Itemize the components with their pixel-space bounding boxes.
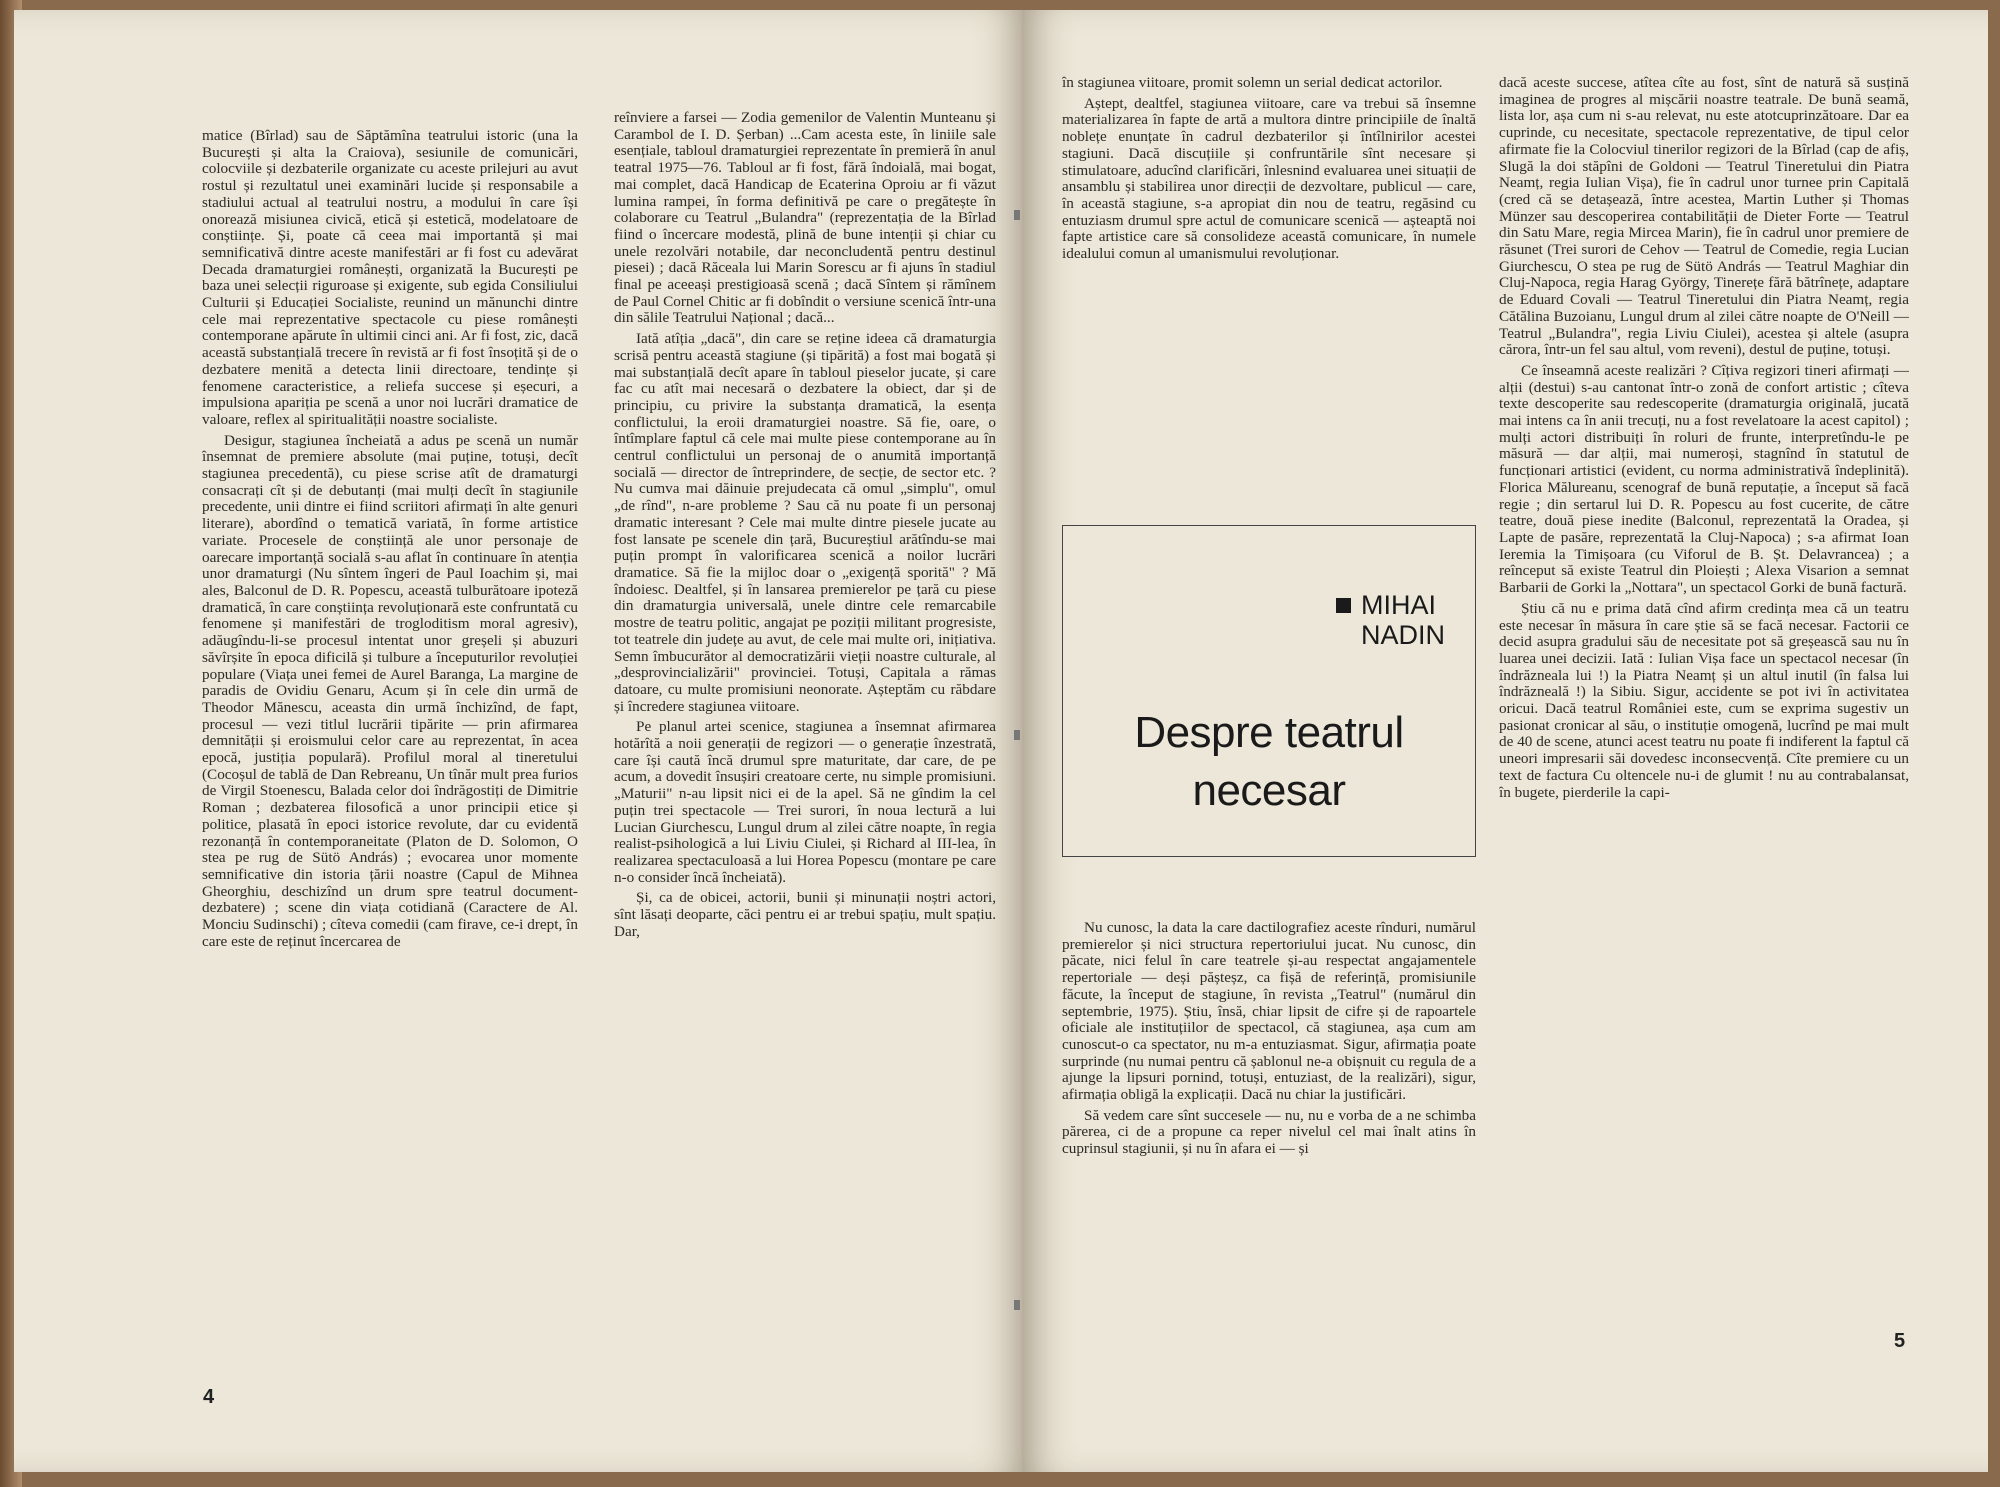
paragraph: în stagiunea viitoare, promit solemn un serial dedicat actorilor.: [1062, 75, 1443, 91]
fold-mark: [1014, 1300, 1020, 1310]
right-page: [1022, 10, 1988, 1472]
paragraph: matice (Bîrlad) sau de Săptămîna teatrului istoric (una la București și alta la Craiova), sesiunile de comunicări, colocviile și dezbaterile organizate cu aceste prilejuri au avut rostul și rezultatul unei examinări lucide și responsabile a stadiului actual al teatrului nostru, a modului în care își onorează misiunea civică, etică și estetică, modelatoare de conștiințe. Și, poate că ceea mai importantă și mai semnificativă dintre aceste manifestări ar fi fost cu adevărat Decada dramaturgiei românești, organizată la București pe baza unei selecții riguroase și exigente, sub egida Consiliului Culturii și Educației Socialiste, reunind un mănunchi dintre cele mai reprezentative spectacole cu piese românești contemporane apărute în ultimii cinci ani. Ar fi fost, zic, dacă această substanțială trecere în revistă ar fi fost însoțită și de o dezbatere menită a detecta linii directoare, tendințe și fenomene caracteristice, a reliefa succese și eșecuri, a impulsiona apariția pe scenă a unor noi lucrări dramatice de valoare, reflex al spiritualității noastre socialiste.: [202, 128, 578, 428]
author-name: [1336, 590, 1445, 650]
bullet-square-icon: [1336, 598, 1351, 613]
paragraph: Și, ca de obicei, actorii, bunii și minunații noștri actori, sînt lăsați deoparte, căci pentru ei ar trebui spațiu, mult spațiu. Dar,: [614, 889, 996, 940]
page-number-right: 5: [1894, 1330, 1906, 1352]
right-page-column-1-top: [1062, 75, 1476, 405]
fold-mark: [1014, 210, 1020, 220]
right-page-column-1-bottom: [1062, 920, 1476, 1440]
article-title-line-1: Despre teatrul: [1134, 708, 1404, 757]
paragraph: Nu cunosc, la data la care dactilografiez aceste rînduri, numărul premierelor și nici structura repertoriului jucat. Nu cunosc, din păcate, nici felul în care teatrele și-au respectat angajamentele repertoriale — deși pășteșz, ca fișă de referință, promisiunile făcute, la început de stagiune, în revista „Teatrul" (numărul din septembrie, 1975). Știu, însă, chiar lipsit de cifre și de rapoartele oficiale ale instituțiilor de spectacol, că stagiunea, așa cum am cunoscut-o ca spectator, nu m-a entuziasmat. Sigur, afirmația poate surprinde (nu numai pentru că șablonul ne-a obișnuit cu regula de a ajunge la lipsuri pornind, totuși, entuziast, de la realizări), sigur, afirmația obligă la explicații. Dacă nu chiar la justificări.: [1062, 920, 1476, 1104]
left-page-column-2: [614, 110, 996, 1380]
paragraph: Iată atîția „dacă", din care se reține ideea că dramaturgia scrisă pentru această stagiune (și tipărită) a fost mai bogată și mai substanțială decît apare în tabloul pieselor jucate, și care fac cu atît mai necesară o dezbatere la obiect, dar și de principiu, cu privire la substanța dramatică, la esența conflictului, la eroii dramaturgiei noastre. Să fie, oare, o întîmplare faptul că cele mai multe piese contemporane au în centrul conflictului un personaj de o anumită importanță socială — director de întreprindere, de secție, de sector etc. ? Nu cumva mai dăinuie prejudecata că omul „simplu", omul „de rînd", n-are probleme ? Sau că nu poate fi un personaj dramatic interesant ? Cele mai multe dintre piesele jucate au fost lansate pe scenele din țară, Bucureștiul arătîndu-se mai puțin prompt în valorificarea scenică a noilor lucrări dramatice. Să fie la mijloc doar o „exigență sporită" ? Mă îndoiesc. Dealtfel, și în lansarea premierelor pe țară cu piese din dramaturgia universală, unele dintre cele remarcabile mostre de teatru politic, angajat pe poziții militant progresiste, tot teatrele din județe au avut, de cele mai multe ori, inițiativa. Semn îmbucurător al democratizării vieții noastre culturale, al „desprovincializării" provinciei. Totuși, Capitala a rămas datoare, cu multe promisiuni neonorate. Așteptăm cu răbdare și încredere stagiunea viitoare.: [614, 330, 996, 715]
right-page-column-2: [1499, 75, 1909, 1305]
article-title-line-2: necesar: [1192, 766, 1346, 815]
author-first-name: MIHAI: [1360, 590, 1436, 620]
paragraph: Pe planul artei scenice, stagiunea a însemnat afirmarea hotărîtă a noii generații de regizori — o generație înzestrată, care își caută încă drumul spre maturitate, dar care, de pe acum, a dovedit însușiri creatoare certe, nu simple promisiuni. „Maturii" n-au lipsit nici ei de la apel. Să ne gîndim la cel puțin trei spectacole — Trei surori, în noua lectură a lui Lucian Giurchescu, Lungul drum al zilei către noapte, în regia realist-psihologică a lui Liviu Ciulei, și Richard al III-lea, în realizarea spectaculoasă a lui Horea Popescu (montare pe care n-o consider încă încheiată).: [614, 718, 996, 886]
paragraph: Știu că nu e prima dată cînd afirm credința mea că un teatru este necesar în măsura în care știe să se facă necesar. Factorii ce decid asupra gradului său de necesitate pot să greșească sau nu în luarea unei decizii. Iată : Iulian Vișa face un spectacol necesar (în îndrăzneala lui !) la Piatra Neamț și un altul inutil (în falsa lui îndrăzneală !) la Sibiu. Sigur, accidente se pot ivi în activitatea oricui. Dacă teatrul României este, cum se exprima sugestiv un pasionat cronicar al său, o instituție omogenă, lucrînd pe mai mult de 40 de scene, atunci acest teatru nu poate fi indiferent la faptul că uneori impresarii săi dovedesc inconsecvență. Cîte premiere cu un text de factura Cu oltencele nu-i de glumit ! nu au contrabalansat, în bugete, pierderile la capi-: [1499, 599, 1909, 801]
paragraph: Ce înseamnă aceste realizări ? Cîțiva regizori tineri afirmați — alții (destui) s-au cantonat într-o zonă de confort artistic ; cîteva texte descoperite sau redescoperite (dramaturgia originală, jucată mai intens ca în anii trecuți, nu a fost revelatoare la acest capitol) ; mulți actori distribuiți în roluri de frunte, interpretîndu-le pe măsură — dar alții, mai numeroși, stagnînd în statutul de funcționari artistici (evident, cu norma administrativă îndeplinită). Florica Mălureanu, scenograf de bună reputație, a început să facă regie ; din sertarul lui D. R. Popescu au fost cucerite, de către teatre, două piese inedite (Balconul, reprezentată la Oradea, și Lapte de pasăre, reprezentată la Cluj-Napoca) ; s-a afirmat Ioan Ieremia la Timișoara (cu Viforul de B. Șt. Delavrancea) ; a reînceput să existe Teatrul din Ploiești ; Alexa Visarion a semnat Barbarii de Gorki la „Nottara", un spectacol Gorki de bună factură.: [1499, 361, 1909, 597]
left-page: [14, 10, 1026, 1472]
paragraph: Să vedem care sînt succesele — nu, nu e vorba de a ne schimba părerea, ci de a propune ca reper nivelul cel mai înalt atins în cuprinsul stagiunii, și nu în afara ei — și: [1062, 1106, 1476, 1158]
paragraph: Desigur, stagiunea încheiată a adus pe scenă un număr însemnat de premiere absolute (mai puține, totuși, decît stagiunea precedentă), cu piese scrise atît de dramaturgi consacrați cît și de debutanți (mai mulți decît în stagiunile precedente, unii dintre ei fiind scriitori afirmați în alte genuri literare), abordînd o tematică variată, în forme artistice variate. Procesele de conștiință ale unor personaje de oarecare importanță socială s-au aflat în continuare în atenția unor dramaturgi (Nu sîntem îngeri de Paul Ioachim și, mai ales, Balconul de D. R. Popescu, această tulburătoare ipoteză dramatică, în care conștiința revoluționară este confruntată cu fenomene și manifestări de trogloditism moral agresiv), adăugîndu-li-se procesul intentat unor greșeli și abuzuri săvîrșite în epoca dificilă și tulbure a începuturilor revoluției populare (Viața unei femei de Aurel Baranga, La margine de paradis de Ovidiu Genaru, Acum și în cele din urmă de Theodor Mănescu, aceasta din urmă închizînd, de fapt, procesul — vezi titlul lucrării tipărite — prin afirmarea demnității și eroismului celor care au reprezentat, în acea epocă, justiția populară). Profilul moral al tineretului (Cocoșul de tablă de Dan Rebreanu, Un tînăr mult prea furios de Virgil Stoenescu, Balada celor doi îndrăgostiți de Dimitrie Roman ; dezbaterea filosofică a unor principii etice și politice, plasată în epoci istorice revolute, dar cu evidentă rezonanță în contemporaneitate (Platon de D. Solomon, O stea pe rug de Sütö András) ; evocarea unor momente semnificative din istoria țării noastre (Capul de Mihnea Gheorghiu, deschizînd un drum spre teatrul document-dezbatere) ; scene din viața cotidiană (Caractere de Al. Monciu Sudinschi) ; cîteva comedii (cam firave, ce-i drept, în care este de reținut încercarea de: [202, 431, 578, 950]
author-last-name: NADIN: [1360, 620, 1445, 650]
left-page-column-1: [202, 128, 578, 1380]
paragraph: dacă aceste succese, atîtea cîte au fost, sînt de natură să susțină imaginea de progres al mișcării noastre teatrale. De bună seamă, lista lor, așa cum ni s-au relevat, nu este atotcuprinzătoare. Dar ea cuprinde, cu necesitate, spectacole reprezentative, de tipul celor afirmate fie la Colocviul tinerilor regizori de la Bîrlad (cap de afiș, Slugă la doi stăpîni de Goldoni — Teatrul Tineretului din Piatra Neamț, regia Iulian Vișa), fie în cadrul unor turnee prin Capitală (cred că se detașează, între acestea, Martin Luther și Thomas Münzer sau descoperirea contabilității de Dieter Forte — Teatrul din Satu Mare, regia Mircea Marin), fie în cadrul unor premiere de răsunet (Trei surori de Cehov — Teatrul de Comedie, regia Lucian Giurchescu, O stea pe rug de Sütö András — Teatrul Maghiar din Cluj-Napoca, regia Harag György, Tinerețe fără bătrînețe, adaptare de Eduard Covali — Teatrul Tineretului din Piatra Neamț, regia Cătălina Buzoianu, Lungul drum al zilei către noapte de O'Neill — Teatrul „Bulandra", regia Liviu Ciulei), acestea și altele (asupra cărora, într-un fel sau altul, vom reveni), destul de puține, totuși.: [1499, 75, 1909, 359]
article-title-box: [1062, 525, 1476, 857]
fold-mark: [1014, 730, 1020, 740]
article-title: [1063, 704, 1475, 820]
paragraph: reînviere a farsei — Zodia gemenilor de Valentin Munteanu și Carambol de I. D. Șerban) ...Cam acesta este, în liniile sale esențiale, tabloul dramaturgiei reprezentate în premieră în anul teatral 1975—76. Tabloul ar fi fost, fără îndoială, mai bogat, mai complet, dacă Handicap de Ecaterina Oproiu ar fi văzut lumina rampei, în forma definitivă pe care o pregătește în colaborare cu Teatrul „Bulandra" (reprezentația de la Bîrlad fiind o încercare modestă, plină de bune intenții și chiar cu unele rezolvări notabile, dar neconcludentă pentru destinul piesei) ; dacă Răceala lui Marin Sorescu ar fi ajuns în stadiul final pe aceeași prestigioasă scenă ; dacă Sîntem și rămînem de Paul Cornel Chitic ar fi dobîndit o versiune scenică într-una din sălile Teatrului Național ; dacă...: [614, 110, 996, 327]
page-number-left: 4: [203, 1386, 215, 1408]
paragraph: Aștept, dealtfel, stagiunea viitoare, care va trebui să însemne materializarea în fapte de artă a multora dintre principiile de înaltă noblețe enunțate în cadrul dezbaterilor și întîlnirilor acestei stagiuni. Dacă discuțiile și confruntările sînt necesare și stimulatoare, aducînd clarificări, înlesnind evaluarea unei situații de ansamblu și stabilirea unor direcții de dezvoltare, publicul — care, în această stagiune, s-a apropiat din nou de teatru, regăsind cu entuziasm drumul spre actul de comunicare scenică — așteaptă noi fapte artistice care să consolideze această comunicare, în numele idealului comun al umanismului revoluționar.: [1062, 94, 1476, 263]
